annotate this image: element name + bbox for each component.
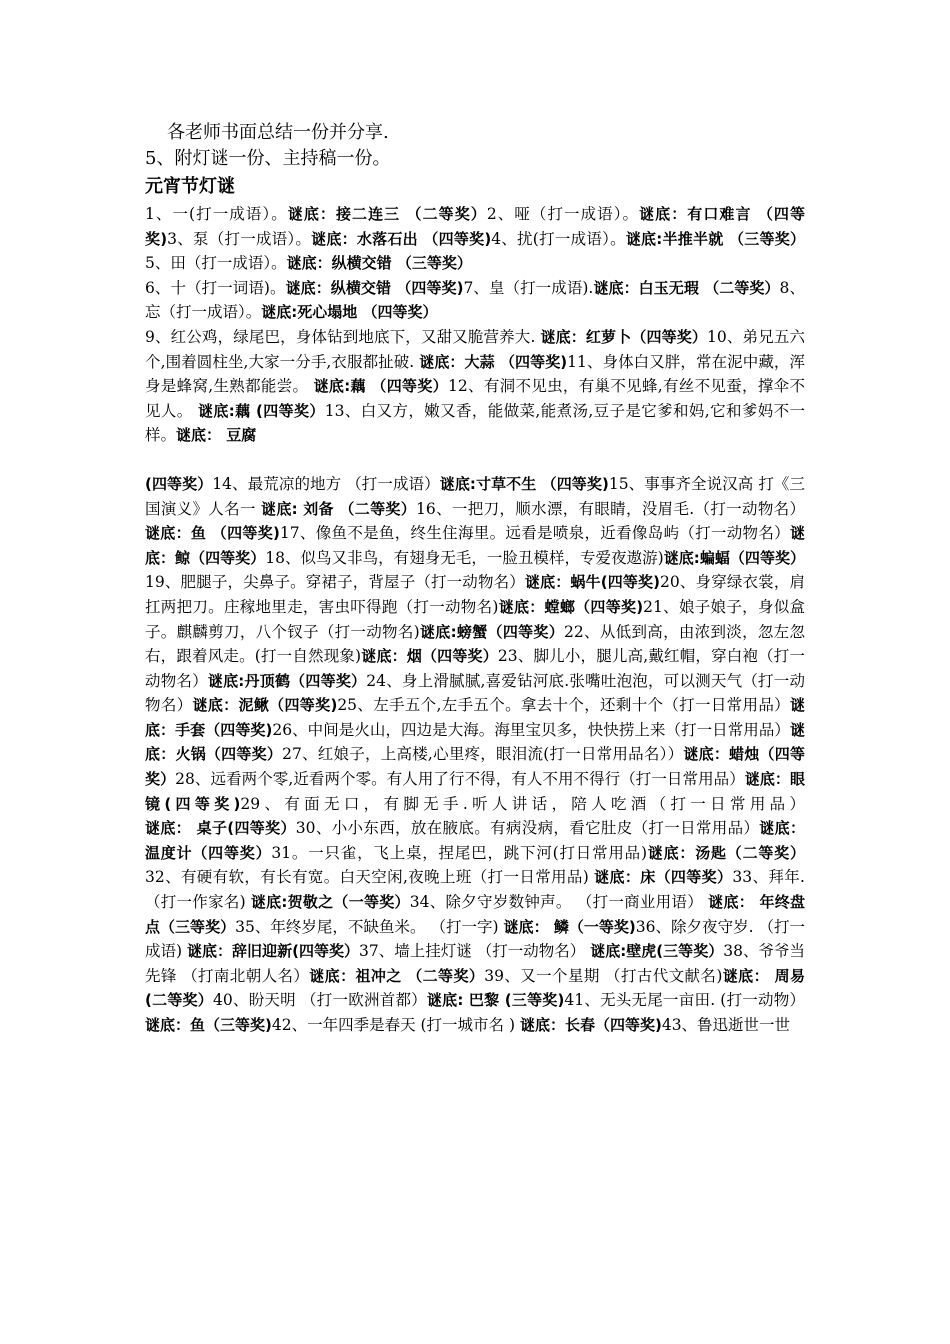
riddle-question: 32、有硬有软，有长有宽。白天空闲,夜晚上班（打一日常用品) [145, 868, 595, 887]
riddle-answer: 谜底：水落石出 （四等奖) [311, 229, 492, 248]
riddle-answer: 谜底: 巴黎 (三等奖) [426, 991, 565, 1010]
riddle-question: 35、年终岁尾，不缺鱼米。 （打一字) [235, 917, 504, 936]
riddle-question: 20、身穿绿衣裳，肩扛两把刀。庄稼地里走，害虫吓得跑（打一动物名) [145, 573, 805, 616]
riddle-answer: (四等奖） [145, 474, 213, 493]
riddle-question: 1、一(打一成语）。 [145, 205, 288, 223]
riddle-question: 18、似鸟又非鸟，有翅身无毛，一脸丑模样，专爱夜遨游) [265, 548, 664, 567]
riddle-question: 12、有洞不见虫，有巢不见蜂,有丝不见蚕，撑伞不见人。 [145, 377, 805, 420]
riddle-question: 2、哑（打一成语）。 [486, 205, 640, 223]
riddle-answer: 谜底：螳螂（四等奖) [498, 597, 644, 616]
riddle-question: 41、无头无尾一亩田. (打一动物） [564, 991, 806, 1010]
riddle-answer: 谜底:螃蟹（四等奖） [419, 622, 565, 641]
riddle-answer: 谜底:藕 (四等奖） [197, 401, 325, 420]
riddle-answer: 谜底：汤匙（二等奖） [647, 843, 805, 862]
riddle-question: 10、弟兄五六个,围着圆柱坐,大家一分手,衣服都扯破. [145, 327, 805, 371]
riddle-question: 17、像鱼不是鱼，终生住海里。远看是喷泉，近看像岛屿（打一动物名） [279, 524, 790, 543]
riddle-answer: 谜底： 年终盘点（三等奖） [145, 893, 805, 936]
intro-line-2: 5、附灯谜一份、主持稿一份。 [145, 148, 391, 169]
riddle-question: 28、远看两个零,近看两个零。有人用了行不得，有人不用不得行（打一日常用品） [175, 770, 745, 789]
riddle-question: 39、又一个星期 （打古代文献名) [484, 966, 723, 985]
riddle-answer: 谜底：祖冲之 （二等奖） [309, 966, 485, 985]
riddle-answer: 谜底：温度计（四等奖） [145, 819, 805, 862]
riddle-answer: 谜底： 周易 (二等奖） [145, 966, 805, 1010]
riddle-answer: 谜底：蜡烛（四等奖） [145, 745, 805, 789]
riddle-answer: 谜底： 鳞（一等奖) [503, 917, 636, 936]
riddle-answer: 谜底：手套（四等奖) [145, 696, 805, 739]
riddle-question: 21、娘子娘子，身似盒子。麒麟剪刀，八个钗子（打一动物名) [145, 597, 805, 641]
riddle-question: 15、事事齐全说汉高 打《三国演义》人名一 [145, 474, 806, 518]
riddle-answer: 谜底:半推半就 （三等奖） [625, 229, 805, 248]
riddle-answer: 谜底：鱼（三等奖) [145, 1016, 272, 1034]
riddle-answer: 谜底：辞旧迎新(四等奖） [187, 942, 359, 961]
riddle-question: 22、从低到高，由浓到淡，忽左忽右，跟着风走。(打一自然现象) [145, 622, 805, 666]
riddle-question: 24、身上滑腻腻,喜爱钻河底.张嘴吐泡泡，可以测天气（打一动物名） [145, 671, 805, 715]
riddle-answer: 谜底:贺敬之（一等奖） [250, 893, 410, 912]
riddle-question: 8、忘（打一成语）。 [145, 278, 805, 322]
riddle-answer: 谜底：鱼 （四等奖) [145, 524, 280, 543]
riddle-question: 13、白又方，嫩又香，能做菜,能煮汤,豆子是它爹和妈,它和爹妈不一样。 [145, 401, 805, 445]
spacer [145, 448, 805, 472]
intro-line-1: 各老师书面总结一份并分享. [167, 122, 389, 143]
document-page [145, 120, 805, 1038]
riddle-answer: 谜底：鲸（四等奖） [145, 524, 805, 567]
riddle-answer: 谜底:死心塌地 （四等奖） [261, 303, 438, 322]
riddle-question: 26、中间是火山，四边是大海。海里宝贝多，快快捞上来（打一日常用品） [272, 720, 790, 739]
riddle-list [145, 202, 805, 1038]
riddle-answer: 谜底：纵横交错 （四等奖) [285, 278, 464, 297]
intro-block [145, 120, 805, 172]
riddle-answer: 谜底：长春（四等奖) [519, 1016, 662, 1034]
riddle-answer: 谜底：接二连三 （二等奖） [287, 205, 487, 223]
riddle-question: 38、爷爷当先锋 （打南北朝人名） [145, 942, 805, 985]
riddle-question: 30、小小东西，放在腋底。有病没病，看它肚皮（打一日常用品） [295, 819, 760, 838]
riddle-answer: 谜底：泥鳅（四等奖) [192, 696, 338, 715]
riddle-answer: 谜底：火锅（四等奖） [145, 720, 805, 764]
riddle-question: 40、盼天明 （打一欧洲首都） [213, 991, 427, 1010]
riddle-question: 31。一只雀，飞上桌，捏尾巴，跳下河(打日常用品) [271, 843, 648, 862]
section-title: 元宵节灯谜 [145, 176, 235, 197]
riddle-question: 42、一年四季是春天 (打一城市名 ) [271, 1016, 520, 1034]
riddle-question: 11、身体白又胖，常在泥中藏，浑身是蜂窝,生熟都能尝。 [145, 352, 805, 396]
riddle-answer: 谜底：床（四等奖） [594, 868, 733, 887]
riddle-answer: 谜底：蜗牛(四等奖) [524, 573, 661, 592]
riddle-answer: 谜底：烟（四等奖） [361, 647, 498, 666]
riddle-question: 5、田（打一成语）。 [145, 254, 287, 273]
riddle-answer: 谜底: 刘备 （二等奖） [261, 499, 417, 518]
riddle-question: 33、拜年. （打一作家名) [145, 868, 805, 912]
riddle-question: 19、肥腿子，尖鼻子。穿裙子，背屋子（打一动物名） [145, 573, 525, 592]
riddle-answer: 谜底：大蒜 （四等奖) [419, 352, 568, 371]
riddle-answer: 谜底：白玉无瑕 （二等奖） [593, 278, 780, 297]
riddle-answer: 谜底：红萝卜（四等奖） [540, 327, 708, 346]
riddle-question: 36、除夕夜守岁. （打一成语) [145, 917, 805, 961]
riddle-question: 29、有面无口，有脚无手.听人讲话，陪人吃酒（打一日常用品） [240, 794, 805, 813]
riddle-answer: 谜底：有口难言 （四等奖) [145, 205, 805, 248]
riddle-answer: 谜底:丹顶鹤（四等奖） [207, 671, 367, 690]
riddle-question: 43、鲁迅逝世一世 [661, 1016, 791, 1034]
riddle-question: 23、脚儿小，腿儿高,戴红帽，穿白袍（打一动物名） [145, 647, 805, 690]
riddle-answer: 谜底:藕 （四等奖） [313, 377, 448, 396]
riddle-answer: 谜底:壁虎(三等奖） [590, 942, 724, 961]
riddle-answer: 谜底：眼镜(四等奖) [145, 770, 805, 813]
riddle-question: 16、一把刀，顺水漂，有眼睛，没眉毛.（打一动物名） [416, 499, 805, 518]
riddle-question: 14、最荒凉的地方 （打一成语） [212, 474, 440, 493]
riddle-question: 34、除夕守岁数钟声。 （打一商业用语） [409, 893, 709, 912]
riddle-answer: 谜底： 豆腐 [176, 426, 257, 445]
riddle-answer: 谜底:蝙蝠（四等奖） [663, 548, 805, 567]
riddle-question: 6、十（打一词语)。 [145, 278, 286, 297]
riddle-question: 9、红公鸡，绿尾巴，身体钻到地底下，又甜又脆营养大. [145, 327, 541, 346]
riddle-answer: 谜底： 桌子(四等奖） [145, 819, 296, 838]
riddle-question: 3、泵（打一成语）。 [167, 229, 312, 248]
riddle-question: 27、红娘子，上高楼,心里疼，眼泪流(打一日常用品名）） [282, 745, 684, 764]
riddle-question: 4、扰(打一成语）。 [491, 229, 626, 248]
riddle-answer: 谜底：纵横交错 （三等奖） [286, 254, 472, 273]
riddle-question: 7、皇（打一成语). [463, 278, 594, 297]
riddle-answer: 谜底:寸草不生 （四等奖) [439, 474, 609, 493]
riddle-question: 25、左手五个,左手五个。拿去十个，还剩十个（打一日常用品） [337, 696, 790, 715]
riddle-question: 37、墙上挂灯谜 （打一动物名） [359, 942, 591, 961]
